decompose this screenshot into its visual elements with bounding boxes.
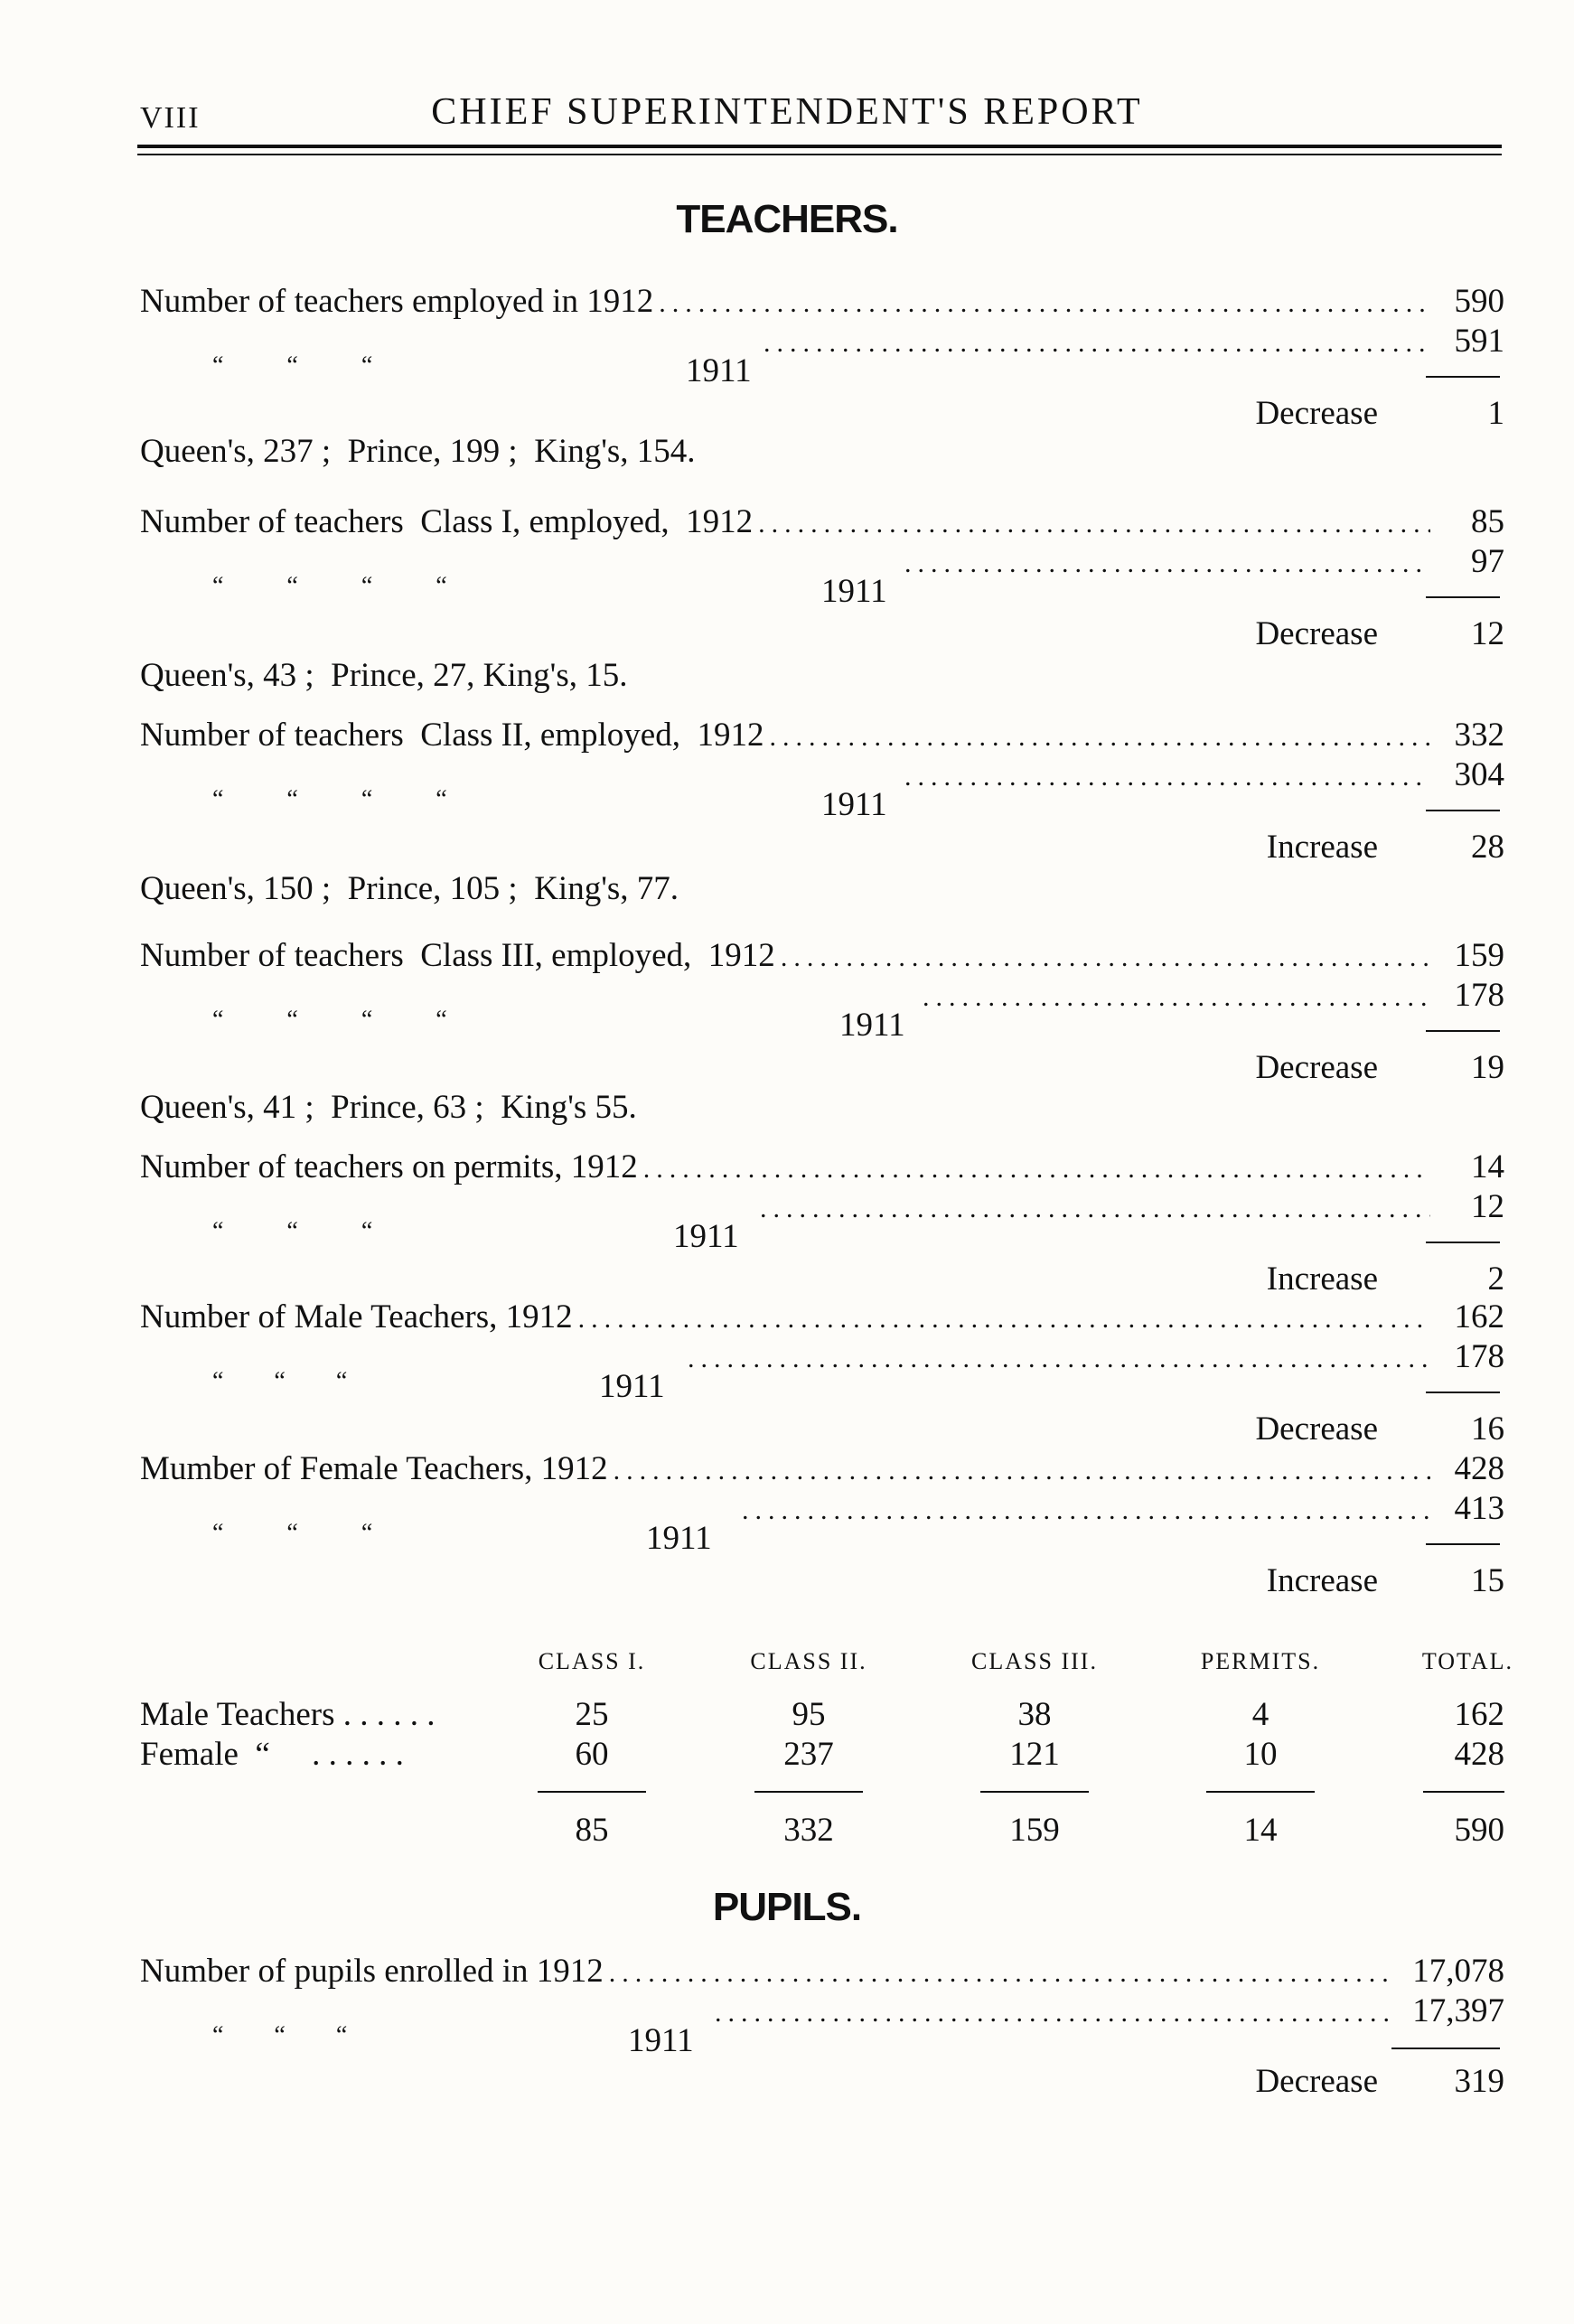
leader-dots — [742, 1495, 1430, 1526]
stat-value: 332 — [1454, 717, 1504, 754]
stat-year: 1911 — [821, 573, 887, 610]
stat-value: 178 — [1454, 1338, 1504, 1375]
table-cell: 38 — [1017, 1696, 1052, 1733]
result-line — [140, 1260, 1504, 1301]
stat-label: Number of pupils enrolled in 1912 — [140, 1953, 604, 1990]
table-total-cell: 85 — [575, 1812, 609, 1849]
sum-rule — [1426, 596, 1500, 598]
stat-label: Number of teachers Class I, employed, 1912 — [140, 503, 754, 540]
leader-dots — [904, 548, 1430, 579]
sum-rule — [1426, 1543, 1500, 1545]
stat-value: 97 — [1471, 543, 1504, 580]
leader-dots — [760, 1194, 1430, 1224]
stat-value: 428 — [1454, 1450, 1504, 1487]
table-header: CLASS II. — [750, 1648, 867, 1674]
result-line — [140, 614, 1504, 656]
stat-label: Number of Male Teachers, 1912 — [140, 1298, 573, 1335]
table-cell: 428 — [1454, 1736, 1504, 1773]
result-value: 1 — [1487, 395, 1504, 432]
result-line — [140, 828, 1504, 869]
table-cell: 95 — [792, 1696, 826, 1733]
result-value: 2 — [1487, 1260, 1504, 1298]
result-label: Decrease — [1255, 2063, 1378, 2100]
leader-dots — [923, 982, 1430, 1013]
leader-dots — [769, 722, 1430, 753]
stat-line — [140, 1148, 1504, 1189]
stat-line — [140, 936, 1504, 978]
row-label: Female “ . . . . . . — [140, 1736, 404, 1773]
stat-line — [140, 976, 1504, 1044]
table-cell: 237 — [783, 1736, 834, 1773]
running-title: CHIEF SUPERINTENDENT'S REPORT — [431, 91, 1143, 133]
table-total-cell: 332 — [783, 1812, 834, 1849]
leader-dots — [643, 1154, 1430, 1185]
table-header: TOTAL. — [1421, 1648, 1513, 1674]
stat-line — [140, 502, 1504, 544]
result-value: 15 — [1471, 1562, 1504, 1599]
result-label: Increase — [1266, 1562, 1378, 1599]
leader-dots — [904, 762, 1430, 792]
stat-value: 17,397 — [1412, 1992, 1504, 2029]
sum-rule — [980, 1791, 1089, 1793]
leader-dots — [688, 1344, 1430, 1374]
leader-dots — [764, 328, 1430, 359]
stat-year: 1911 — [821, 786, 887, 823]
stat-year: 1911 — [599, 1368, 665, 1405]
stat-line — [140, 1991, 1504, 2059]
sum-rule — [1426, 1030, 1500, 1032]
stat-value: 17,078 — [1412, 1953, 1504, 1990]
stat-value: 413 — [1454, 1490, 1504, 1527]
stat-value: 159 — [1454, 937, 1504, 974]
stat-line — [140, 1337, 1504, 1405]
stat-line — [140, 542, 1504, 610]
stat-value: 591 — [1454, 323, 1504, 360]
table-cell: 4 — [1251, 1696, 1270, 1733]
sum-rule — [1206, 1791, 1315, 1793]
result-value: 319 — [1454, 2063, 1504, 2100]
stat-value: 162 — [1454, 1298, 1504, 1335]
table-total-cell: 14 — [1243, 1812, 1278, 1849]
result-label: Decrease — [1255, 1410, 1378, 1448]
section-title-pupils: PUPILS. — [712, 1885, 862, 1929]
sum-rule — [1426, 1242, 1500, 1243]
ditto-marks: “ “ “ — [212, 351, 373, 380]
result-line — [140, 1561, 1504, 1603]
sum-rule — [1426, 1392, 1500, 1393]
stat-value: 178 — [1454, 977, 1504, 1014]
stat-value: 14 — [1471, 1148, 1504, 1185]
stat-line — [140, 1952, 1504, 1993]
stat-value: 590 — [1454, 283, 1504, 320]
stat-label: Number of teachers on permits, 1912 — [140, 1148, 638, 1185]
ditto-marks: “ “ “ — [212, 1367, 348, 1395]
leader-dots — [614, 1456, 1430, 1486]
stat-value: 304 — [1454, 756, 1504, 793]
stat-line — [140, 755, 1504, 823]
stat-label: Number of teachers Class II, employed, 1912 — [140, 717, 764, 754]
result-line — [140, 1048, 1504, 1090]
stat-line — [140, 282, 1504, 323]
county-note: Queen's, 43 ; Prince, 27, King's, 15. — [140, 657, 628, 694]
county-note: Queen's, 41 ; Prince, 63 ; King's 55. — [140, 1089, 637, 1126]
ditto-marks: “ “ “ — [212, 1519, 373, 1547]
stat-label: Mumber of Female Teachers, 1912 — [140, 1450, 608, 1487]
stat-label: Number of teachers Class III, employed, 1912 — [140, 937, 775, 974]
stat-line — [140, 1489, 1504, 1557]
stat-value: 12 — [1471, 1188, 1504, 1225]
ditto-marks: “ “ “ “ — [212, 1006, 447, 1034]
row-label: Male Teachers . . . . . . — [140, 1696, 436, 1733]
section-title-teachers: TEACHERS. — [676, 197, 898, 241]
table-cell: 10 — [1243, 1736, 1278, 1773]
sum-rule — [1426, 376, 1500, 378]
table-cell: 60 — [575, 1736, 609, 1773]
leader-dots — [609, 1958, 1392, 1989]
result-value: 12 — [1471, 615, 1504, 652]
result-label: Decrease — [1255, 395, 1378, 432]
stat-line — [140, 322, 1504, 389]
result-line — [140, 1410, 1504, 1451]
sum-rule — [1426, 810, 1500, 811]
table-total-cell: 590 — [1454, 1812, 1504, 1849]
stat-label: Number of teachers employed in 1912 — [140, 283, 654, 320]
sum-rule — [1391, 2048, 1500, 2049]
result-label: Increase — [1266, 1260, 1378, 1298]
table-cell: 121 — [1009, 1736, 1060, 1773]
result-line — [140, 2062, 1504, 2104]
ditto-marks: “ “ “ — [212, 1217, 373, 1245]
result-label: Decrease — [1255, 615, 1378, 652]
stat-year: 1911 — [628, 2022, 694, 2059]
result-label: Increase — [1266, 829, 1378, 866]
result-value: 16 — [1471, 1410, 1504, 1448]
table-cell: 25 — [575, 1696, 609, 1733]
stat-year: 1911 — [673, 1218, 739, 1255]
result-line — [140, 394, 1504, 436]
ditto-marks: “ “ “ “ — [212, 572, 447, 600]
stat-line — [140, 716, 1504, 757]
result-label: Decrease — [1255, 1049, 1378, 1086]
leader-dots — [715, 1998, 1392, 2029]
sum-rule — [1423, 1791, 1504, 1793]
leader-dots — [659, 288, 1430, 319]
ditto-marks: “ “ “ “ — [212, 785, 447, 813]
sum-rule — [754, 1791, 863, 1793]
county-note: Queen's, 150 ; Prince, 105 ; King's, 77. — [140, 870, 679, 907]
stat-value: 85 — [1471, 503, 1504, 540]
table-header: PERMITS. — [1200, 1648, 1321, 1674]
leader-dots — [578, 1304, 1430, 1335]
page-folio: VIII — [140, 101, 201, 135]
stat-line — [140, 1187, 1504, 1255]
table-total-cell: 159 — [1009, 1812, 1060, 1849]
header-rule-thin — [137, 154, 1502, 155]
header-rule-thick — [137, 145, 1502, 148]
table-cell: 162 — [1454, 1696, 1504, 1733]
result-value: 28 — [1471, 829, 1504, 866]
stat-year: 1911 — [646, 1520, 712, 1557]
table-header: CLASS III. — [971, 1648, 1098, 1674]
county-note: Queen's, 237 ; Prince, 199 ; King's, 154. — [140, 433, 696, 470]
table-header: CLASS I. — [538, 1648, 646, 1674]
result-value: 19 — [1471, 1049, 1504, 1086]
stat-line — [140, 1298, 1504, 1339]
leader-dots — [781, 942, 1430, 973]
sum-rule — [538, 1791, 646, 1793]
leader-dots — [758, 509, 1430, 539]
stat-year: 1911 — [686, 352, 752, 389]
stat-year: 1911 — [839, 1007, 905, 1044]
ditto-marks: “ “ “ — [212, 2021, 348, 2049]
stat-line — [140, 1449, 1504, 1491]
